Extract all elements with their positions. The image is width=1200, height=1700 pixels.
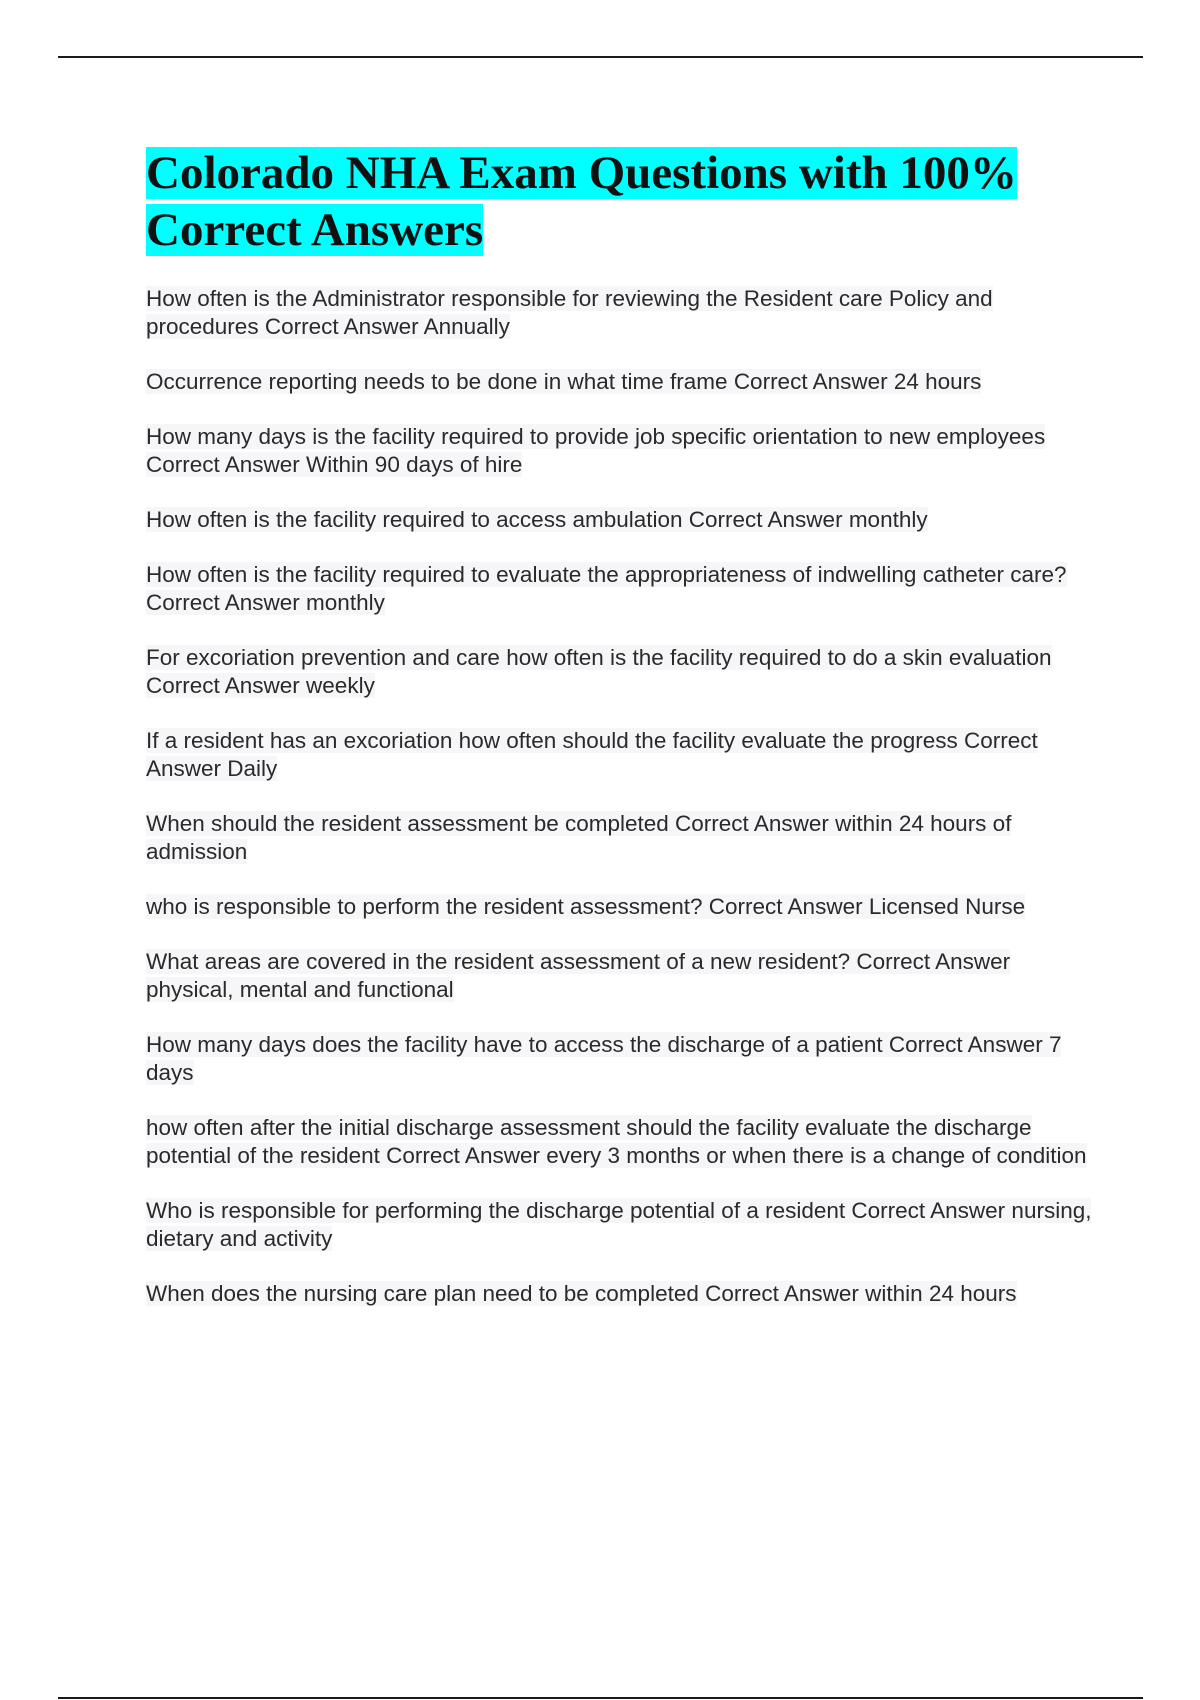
qa-item [146, 1280, 1096, 1308]
qa-item [146, 1114, 1096, 1170]
qa-text: How often is the facility required to evaluate the appropriateness of indwelling catheter care? Correct Answer monthly [146, 562, 1067, 615]
footer-rule [58, 1697, 1143, 1699]
qa-text: Occurrence reporting needs to be done in what time frame Correct Answer 24 hours [146, 369, 982, 394]
qa-text: How many days does the facility have to access the discharge of a patient Correct Answer 7 days [146, 1032, 1062, 1085]
qa-item [146, 948, 1096, 1004]
header-rule [58, 56, 1143, 58]
qa-item [146, 1031, 1096, 1087]
qa-text: If a resident has an excoriation how often should the facility evaluate the progress Correct Answer Daily [146, 728, 1038, 781]
qa-item [146, 810, 1096, 866]
qa-item [146, 1197, 1096, 1253]
qa-item [146, 285, 1096, 341]
document-title [146, 145, 1096, 259]
qa-item [146, 644, 1096, 700]
qa-item [146, 506, 1096, 534]
qa-text: How often is the Administrator responsible for reviewing the Resident care Policy and procedures Correct Answer Annually [146, 286, 993, 339]
document-body [146, 145, 1096, 1335]
qa-list [146, 285, 1096, 1308]
qa-item [146, 423, 1096, 479]
qa-text: How often is the facility required to access ambulation Correct Answer monthly [146, 507, 928, 532]
qa-text: how often after the initial discharge assessment should the facility evaluate the discharge potential of the resident Correct Answer every 3 months or when there is a change of condition [146, 1115, 1087, 1168]
qa-text: How many days is the facility required to provide job specific orientation to new employees Correct Answer Within 90 days of hire [146, 424, 1046, 477]
qa-text: When does the nursing care plan need to be completed Correct Answer within 24 hours [146, 1281, 1017, 1306]
qa-text: For excoriation prevention and care how often is the facility required to do a skin evaluation Correct Answer weekly [146, 645, 1052, 698]
qa-item [146, 727, 1096, 783]
qa-text: who is responsible to perform the resident assessment? Correct Answer Licensed Nurse [146, 894, 1026, 919]
qa-text: When should the resident assessment be completed Correct Answer within 24 hours of admission [146, 811, 1012, 864]
qa-item [146, 561, 1096, 617]
document-title-text: Colorado NHA Exam Questions with 100% Correct Answers [146, 147, 1017, 256]
qa-text: What areas are covered in the resident assessment of a new resident? Correct Answer physical, mental and functional [146, 949, 1011, 1002]
qa-item [146, 368, 1096, 396]
qa-item [146, 893, 1096, 921]
qa-text: Who is responsible for performing the discharge potential of a resident Correct Answer nursing, dietary and activity [146, 1198, 1092, 1251]
